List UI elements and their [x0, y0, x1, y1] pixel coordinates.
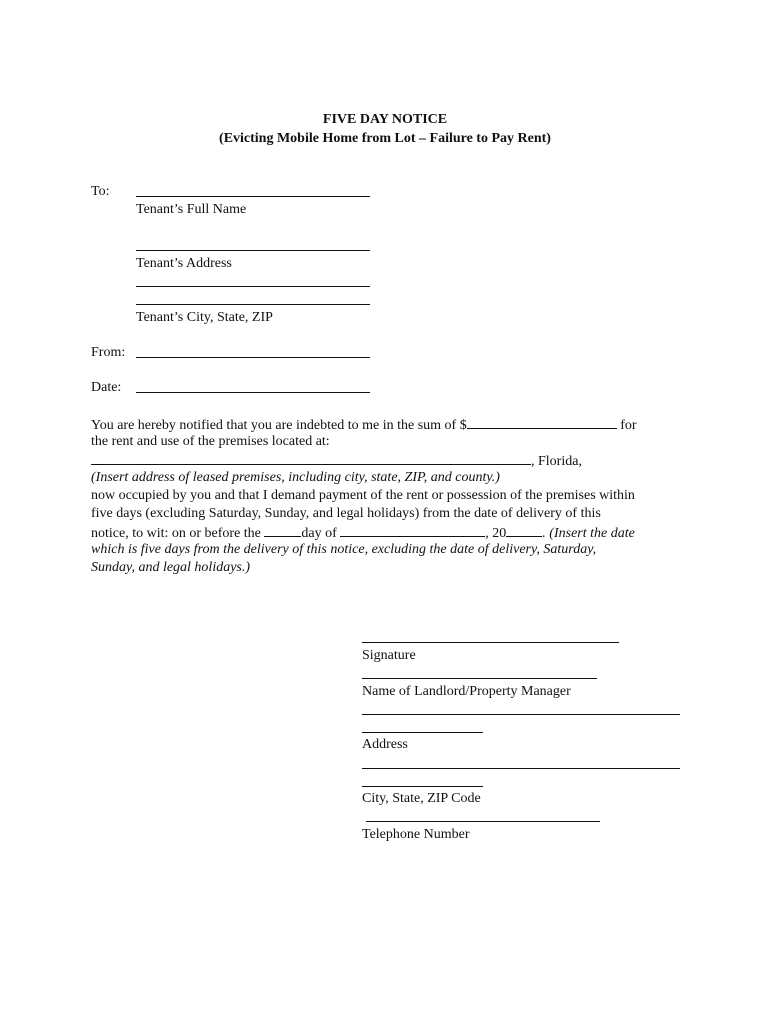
landlord-name-label: Name of Landlord/Property Manager [362, 684, 571, 699]
from-label: From: [91, 345, 126, 360]
tenant-city-label: Tenant’s City, State, ZIP [136, 310, 273, 325]
telephone-label: Telephone Number [362, 827, 470, 842]
tenant-address-label: Tenant’s Address [136, 256, 232, 271]
florida-label: , Florida, [531, 454, 582, 469]
premises-address-field[interactable] [91, 451, 531, 465]
landlord-name-field[interactable] [362, 678, 597, 679]
notice-line-1 [91, 415, 637, 435]
notice-line-7-year: , 20 [485, 526, 507, 541]
notice-line-7-text: notice, to wit: on or before the [91, 526, 265, 541]
landlord-city-line-2-field[interactable] [362, 786, 483, 787]
signature-label: Signature [362, 648, 416, 663]
notice-line-9: Sunday, and legal holidays.) [91, 560, 251, 575]
notice-line-1-text: You are hereby notified that you are indebted to me in the sum of $ [91, 418, 467, 433]
landlord-address-line-2-field[interactable] [362, 732, 483, 733]
month-field[interactable] [340, 523, 485, 537]
notice-line-6: five days (excluding Saturday, Sunday, and legal holidays) from the date of delivery of this [91, 506, 601, 521]
notice-line-8: which is five days from the delivery of this notice, excluding the date of delivery, Saturday, [91, 542, 597, 557]
tenant-full-name-label: Tenant’s Full Name [136, 202, 247, 217]
telephone-field[interactable] [366, 821, 600, 822]
notice-line-5: now occupied by you and that I demand payment of the rent or possession of the premises within [91, 488, 635, 503]
notice-line-2: the rent and use of the premises located at: [91, 434, 330, 449]
notice-line-1-for: for [616, 418, 637, 433]
notice-line-7-dayof: day of [301, 526, 341, 541]
landlord-city-field[interactable] [362, 768, 680, 769]
landlord-address-field[interactable] [362, 714, 680, 715]
landlord-address-label: Address [362, 737, 408, 752]
date-field[interactable] [136, 392, 370, 393]
premises-instruction: (Insert address of leased premises, including city, state, ZIP, and county.) [91, 470, 500, 485]
notice-line-7-instruction: . (Insert the date [542, 526, 635, 541]
tenant-address-line-2-field[interactable] [136, 286, 370, 287]
tenant-full-name-field[interactable] [136, 196, 370, 197]
document-title: FIVE DAY NOTICE [322, 112, 448, 127]
date-label: Date: [91, 380, 122, 395]
amount-field[interactable] [467, 415, 617, 429]
notice-line-3 [91, 451, 582, 471]
landlord-city-label: City, State, ZIP Code [362, 791, 481, 806]
day-field[interactable] [264, 523, 301, 537]
tenant-address-field[interactable] [136, 250, 370, 251]
signature-field[interactable] [362, 642, 619, 643]
document-subtitle: (Evicting Mobile Home from Lot – Failure to Pay Rent) [219, 131, 551, 146]
notice-line-7 [91, 523, 635, 543]
tenant-city-field[interactable] [136, 304, 370, 305]
year-field[interactable] [506, 523, 542, 537]
to-label: To: [91, 184, 110, 199]
from-field[interactable] [136, 357, 370, 358]
